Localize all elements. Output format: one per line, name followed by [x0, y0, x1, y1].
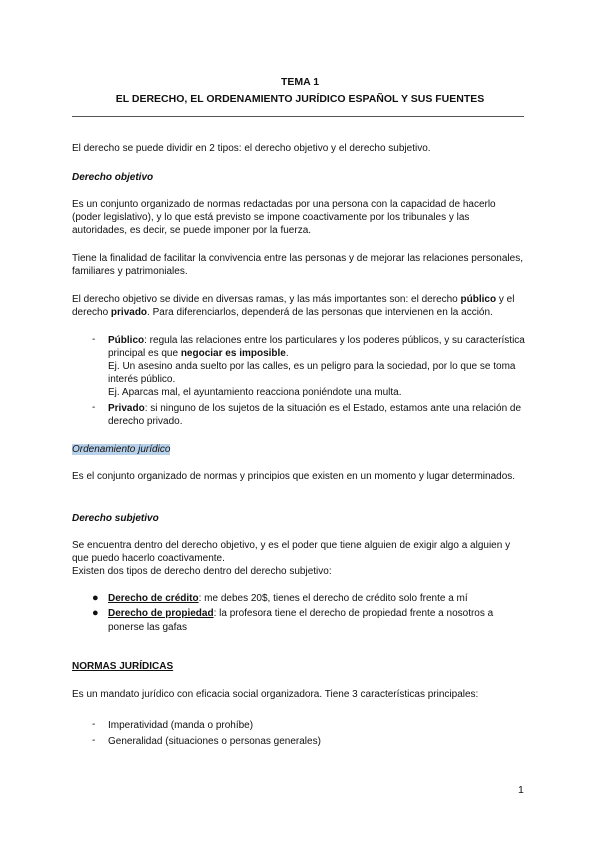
- privado-term: Privado: [108, 403, 145, 414]
- objetivo-p3-line2: derecho privado. Para diferenciarlos, dependerá de las personas que intervienen en la acción.: [72, 307, 493, 318]
- propiedad-term: Derecho de propiedad: [108, 608, 214, 619]
- normas-item-generalidad: Generalidad (situaciones o personas generales): [108, 736, 321, 747]
- objetivo-p2-line2: familiares y patrimoniales.: [72, 266, 188, 277]
- credito-item: Derecho de crédito: me debes 20$, tienes el derecho de crédito solo frente a mí: [108, 593, 468, 604]
- subjetivo-line2: que puedo hacerlo coactivamente.: [72, 553, 225, 564]
- objetivo-p2-line1: Tiene la finalidad de facilitar la convivencia entre las personas y de mejorar las relaciones personales,: [72, 253, 523, 264]
- bullet-icon: ●: [92, 607, 99, 619]
- objetivo-p1-line1: Es un conjunto organizado de normas redactadas por una persona con la capacidad de hacerlo: [72, 199, 496, 210]
- dash-marker: -: [92, 402, 96, 413]
- page-title: EL DERECHO, EL ORDENAMIENTO JURÍDICO ESPAÑOL Y SUS FUENTES: [115, 93, 485, 105]
- dash-marker: -: [92, 735, 96, 746]
- objetivo-p3-line1: El derecho objetivo se divide en diversas ramas, y las más importantes son: el derecho público y el: [72, 294, 515, 305]
- dash-marker: -: [92, 334, 96, 345]
- heading-derecho-subjetivo: Derecho subjetivo: [72, 513, 159, 524]
- publico-line2: principal es que negociar es imposible.: [108, 348, 289, 359]
- publico-example2: Ej. Aparcas mal, el ayuntamiento reacciona poniéndote una multa.: [108, 387, 402, 398]
- normas-paragraph: Es un mandato jurídico con eficacia social organizadora. Tiene 3 características principales:: [72, 689, 479, 700]
- privado-line2: derecho privado.: [108, 416, 183, 427]
- negociar-imposible: negociar es imposible: [180, 348, 286, 359]
- credito-term: Derecho de crédito: [108, 593, 199, 604]
- bullet-icon: ●: [92, 592, 99, 604]
- topic-number: TEMA 1: [280, 76, 320, 88]
- publico-term: Público: [108, 335, 145, 346]
- objetivo-p1-line2: (poder legislativo), y lo que está previsto se impone coactivamente por los tribunales y las: [72, 212, 470, 223]
- page-number: 1: [518, 784, 524, 796]
- term-publico: público: [460, 294, 497, 305]
- dash-marker: -: [92, 719, 96, 730]
- publico-line1: Público: regula las relaciones entre los particulares y los poderes públicos, y su característica: [108, 335, 525, 346]
- title-divider: [72, 116, 524, 117]
- objetivo-p1-line3: autoridades, es decir, se puede imponer por la fuerza.: [72, 225, 312, 236]
- propiedad-item-line1: Derecho de propiedad: la profesora tiene el derecho de propiedad frente a nosotros a: [108, 608, 494, 619]
- intro-paragraph: El derecho se puede dividir en 2 tipos: el derecho objetivo y el derecho subjetivo.: [72, 143, 431, 154]
- privado-line1: Privado: si ninguno de los sujetos de la situación es el Estado, estamos ante una relación de: [108, 403, 522, 414]
- heading-derecho-objetivo: Derecho objetivo: [72, 172, 154, 183]
- ordenamiento-paragraph: Es el conjunto organizado de normas y principios que existen en un momento y lugar determinados.: [72, 471, 516, 482]
- publico-example1-line2: interés público.: [108, 374, 176, 385]
- term-privado: privado: [110, 307, 148, 318]
- propiedad-item-line2: ponerse las gafas: [108, 622, 187, 633]
- publico-example1-line1: Ej. Un asesino anda suelto por las calles, es un peligro para la sociedad, por lo que se toma: [108, 361, 516, 372]
- normas-item-imperatividad: Imperatividad (manda o prohíbe): [108, 720, 254, 731]
- subjetivo-line1: Se encuentra dentro del derecho objetivo, y es el poder que tiene alguien de exigir algo a alguien y: [72, 540, 511, 551]
- heading-normas-juridicas: NORMAS JURÍDICAS: [72, 661, 174, 672]
- subjetivo-line3: Existen dos tipos de derecho dentro del derecho subjetivo:: [72, 566, 332, 577]
- heading-ordenamiento-juridico: Ordenamiento jurídico: [72, 444, 171, 455]
